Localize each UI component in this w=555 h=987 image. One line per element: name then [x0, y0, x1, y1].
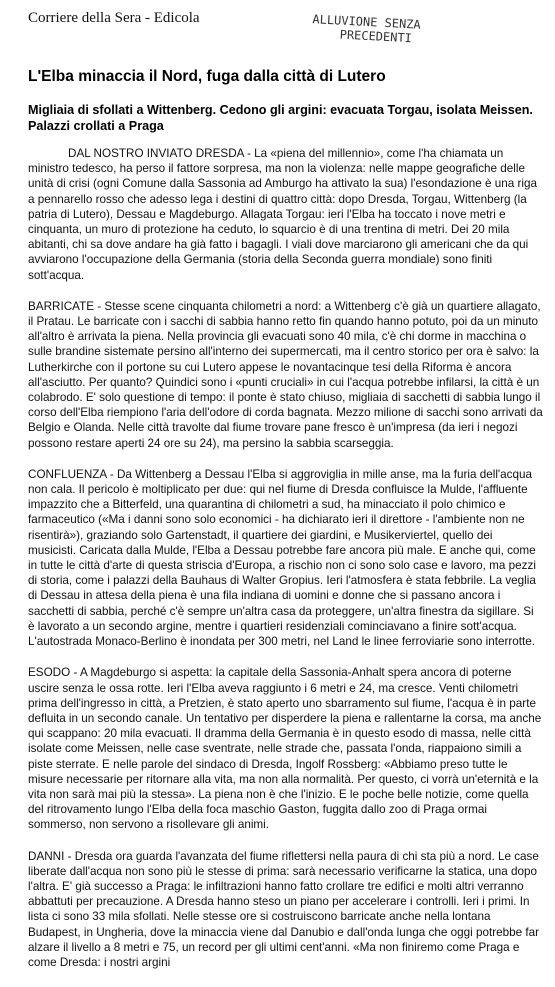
article-paragraph: ESODO - A Magdeburgo si aspetta: la capitale della Sassonia-Anhalt spera ancora di poterne uscire senza le ossa rotte. Ieri l'Elba aveva raggiunto i 6 metri e 24, ma cresce. Venti chilometri prima dell'ingresso in città, a Pretzien, è stato aperto uno sbarramento sul fiume, l'acqua è in parte defluita in un secondo canale. Un tentativo per disperdere la piena e rallentarne la corsa, ma anche qui scappano: 20 mila evacuati. Il dramma della Germania è in questo esodo di massa, nelle città isolate come Meissen, nelle case sventrate, nelle strade che, passata l'onda, riappaiono simili a piste sterrate. E nelle parole del sindaco di Dresda, Ingolf Rossberg: «Abbiamo preso tutte le misure necessarie per ritornare alla vita, ma non alla normalità. Per questo, ci vorrà un'eternità e la vita non sarà mai più la stessa». La piena non è che l'inizio. E le poche belle notizie, come quella del ritrovamento lungo l'Elba della foca maschio Gaston, fuggita dallo zoo di Praga ormai sommerso, non servono a risollevare gli animi. — [28, 666, 542, 832]
article-body — [28, 146, 543, 986]
article-subheadline: Migliaia di sfollati a Wittenberg. Cedono gli argini: evacuata Torgau, isolata Meissen. Palazzi crollati a Praga — [28, 103, 533, 133]
source-label: Corriere della Sera - Edicola — [28, 10, 200, 26]
handwritten-note-line: PRECEDENTI — [339, 27, 413, 46]
article-paragraph: DAL NOSTRO INVIATO DRESDA - La «piena del millennio», come l'ha chiamata un ministro tedesco, ha perso il fattore sorpresa, ma non la violenza: nelle mappe geografiche delle unità di crisi (ogni Comune dalla Sassonia ad Amburgo ha attivato la sua) l'esondazione è una riga a pennarello rosso che adesso lega i destini di quattro città: dopo Dresda, Torgau, Wittenberg (la patria di Lutero), Dessau e Magdeburgo. Allagata Torgau: ieri l'Elba ha toccato i nove metri e cinquanta, un muro di protezione ha ceduto, lo squarcio è di una trentina di metri. Dei 20 mila abitanti, chi sa dove andare ha già fatto i bagagli. I viali dove marciarono gli americani che da qui avviarono l'occupazione della Germania (storia della Seconda guerra mondiale) sono finiti sott'acqua. — [28, 147, 537, 282]
article-headline: L'Elba minaccia il Nord, fuga dalla città di Lutero — [28, 68, 386, 85]
handwritten-note-line: ALLUVIONE SENZA — [312, 12, 422, 32]
article-paragraph: CONFLUENZA - Da Wittenberg a Dessau l'Elba si aggroviglia in mille anse, ma la furia dell'acqua non cala. Il pericolo è moltiplicato per due: qui nel fiume di Dresda confluisce la Mulde, l'affluente impazzito che a Bitterfeld, una quarantina di chilometri a sud, ha minacciato il polo chimico e farmaceutico («Ma i danni sono solo economici - ha dichiarato ieri il direttore - l'ambiente non ne risentirà»), graziando solo Gartenstadt, il quartiere dei giardini, e Musikerviertel, quello dei musicisti. Caricata dalla Mulde, l'Elba a Dessau potrebbe fare ancora più male. E anche qui, come in tutte le città d'arte di questa striscia d'Europa, a rischio non ci sono solo case e lavoro, ma pezzi di storia, come i palazzi della Bauhaus di Walter Gropius. Ieri l'atmosfera è stata febbrile. La veglia di Dessau in attesa della piena è una fila indiana di uomini e donne che si passano ancora i sacchetti di sabbia, perché c'è sempre un'altra casa da proteggere, un'altra finestra da sigillare. Si è lavorato a un secondo argine, mentre i quartieri residenziali cominciavano a finire sott'acqua. L'autostrada Monaco-Berlino è inondata per 300 metri, nel Land le linee ferroviarie sono interrotte. — [28, 467, 536, 649]
article-paragraph: DANNI - Dresda ora guarda l'avanzata del fiume riflettersi nella paura di chi sta più a nord. Le case liberate dall'acqua non sono più le stesse di prima: sarà necessario verificarne la statica, una dopo l'altra. E' già successo a Praga: le infiltrazioni hanno fatto crollare tre edifici e molti altri verranno abbattuti per precauzione. A Dresda hanno steso un piano per accelerare i controlli. Ieri i primi. In lista ci sono 33 mila sfollati. Nelle stesse ore si costruiscono barricate anche nella lontana Budapest, in Ungheria, dove la minaccia viene dal Danubio e dall'onda lunga che oggi potrebbe far alzare il livello a 8 metri e 75, un record per gli ultimi cent'anni. «Ma non finiremo come Praga e come Dresda: i nostri argini — [28, 849, 539, 969]
article-paragraph: BARRICATE - Stesse scene cinquanta chilometri a nord: a Wittenberg c'è già un quartiere allagato, il Pratau. Le barricate con i sacchi di sabbia hanno retto fin quando hanno potuto, poi da un minuto all'altro è arrivata la piena. Nella provincia gli evacuati sono 40 mila, c'è chi dorme in macchina o sulle brandine sistemate persino all'interno dei supermercati, ma il centro storico per ora è salvo: la Lutherkirche con il portone su cui Lutero appese le novantacinque tesi della Riforma è ancora all'asciutto. Per quanto? Quindici sono i «punti cruciali» in cui l'acqua potrebbe infilarsi, la città è un colabrodo. E' solo questione di tempo: il ponte è stato chiuso, migliaia di sacchetti di sabbia lungo il corso dell'Elba riempiono l'aria dell'odore di corda bagnata. Mezzo milione di sacchi sono arrivati da Belgio e Olanda. Nelle città travolte dal fiume trovare pane fresco è un'impresa (da ieri i negozi possono restare aperti 24 ore su 24), ma persino la sabbia scarseggia. — [28, 299, 543, 450]
handwritten-note — [311, 12, 462, 48]
